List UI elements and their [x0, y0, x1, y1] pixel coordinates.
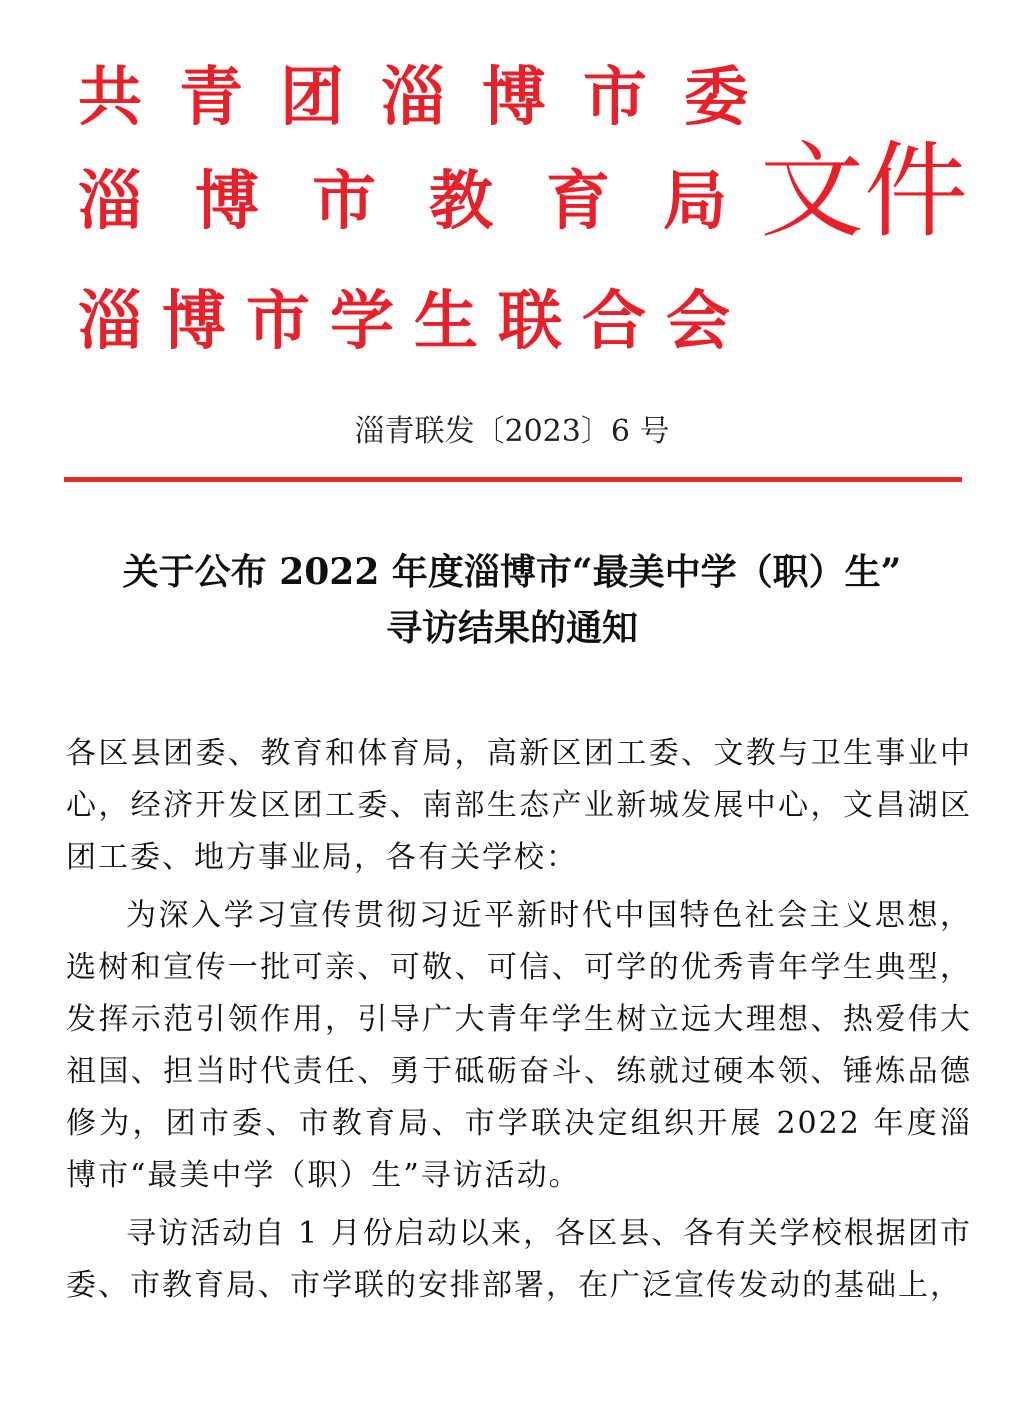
issuer-communist-youth-league: 共青团淄博市委 — [78, 61, 785, 135]
issuer-student-federation: 淄博市学生联合会 — [78, 285, 750, 359]
issuer-education-bureau: 淄博市教育局 — [78, 165, 780, 239]
title-line-1: 关于公布 2022 年度淄博市“最美中学（职）生” — [122, 551, 902, 593]
paragraph-background: 为深入学习宣传贯彻习近平新时代中国特色社会主义思想，选树和宣传一批可亲、可敬、可信、可学的优秀青年学生典型，发挥示范引领作用，引导广大青年学生树立远大理想、热爱伟大祖国、担当时代责任、勇于砥砺奋斗、练就过硬本领、锤炼品德修为，团市委、市教育局、市学联决定组织开展 2022 年度淄博市“最美中学（职）生”寻访活动。 — [66, 898, 972, 1193]
document-label: 文件 — [760, 130, 969, 252]
title-line-2: 寻访结果的通知 — [385, 607, 638, 649]
red-divider — [64, 477, 962, 482]
salutation: 各区县团委、教育和体育局，高新区团工委、文教与卫生事业中心，经济开发区团工委、南部生态产业新城发展中心，文昌湖区团工委、地方事业局，各有关学校： — [66, 736, 972, 875]
notice-body — [66, 728, 972, 1318]
document-number: 淄青联发〔2023〕6 号 — [354, 414, 670, 449]
paragraph-progress: 寻访活动自 1 月份启动以来，各区县、各有关学校根据团市委、市教育局、市学联的安排部署，在广泛宣传发动的基础上， — [66, 1216, 972, 1303]
notice-title — [40, 544, 984, 656]
